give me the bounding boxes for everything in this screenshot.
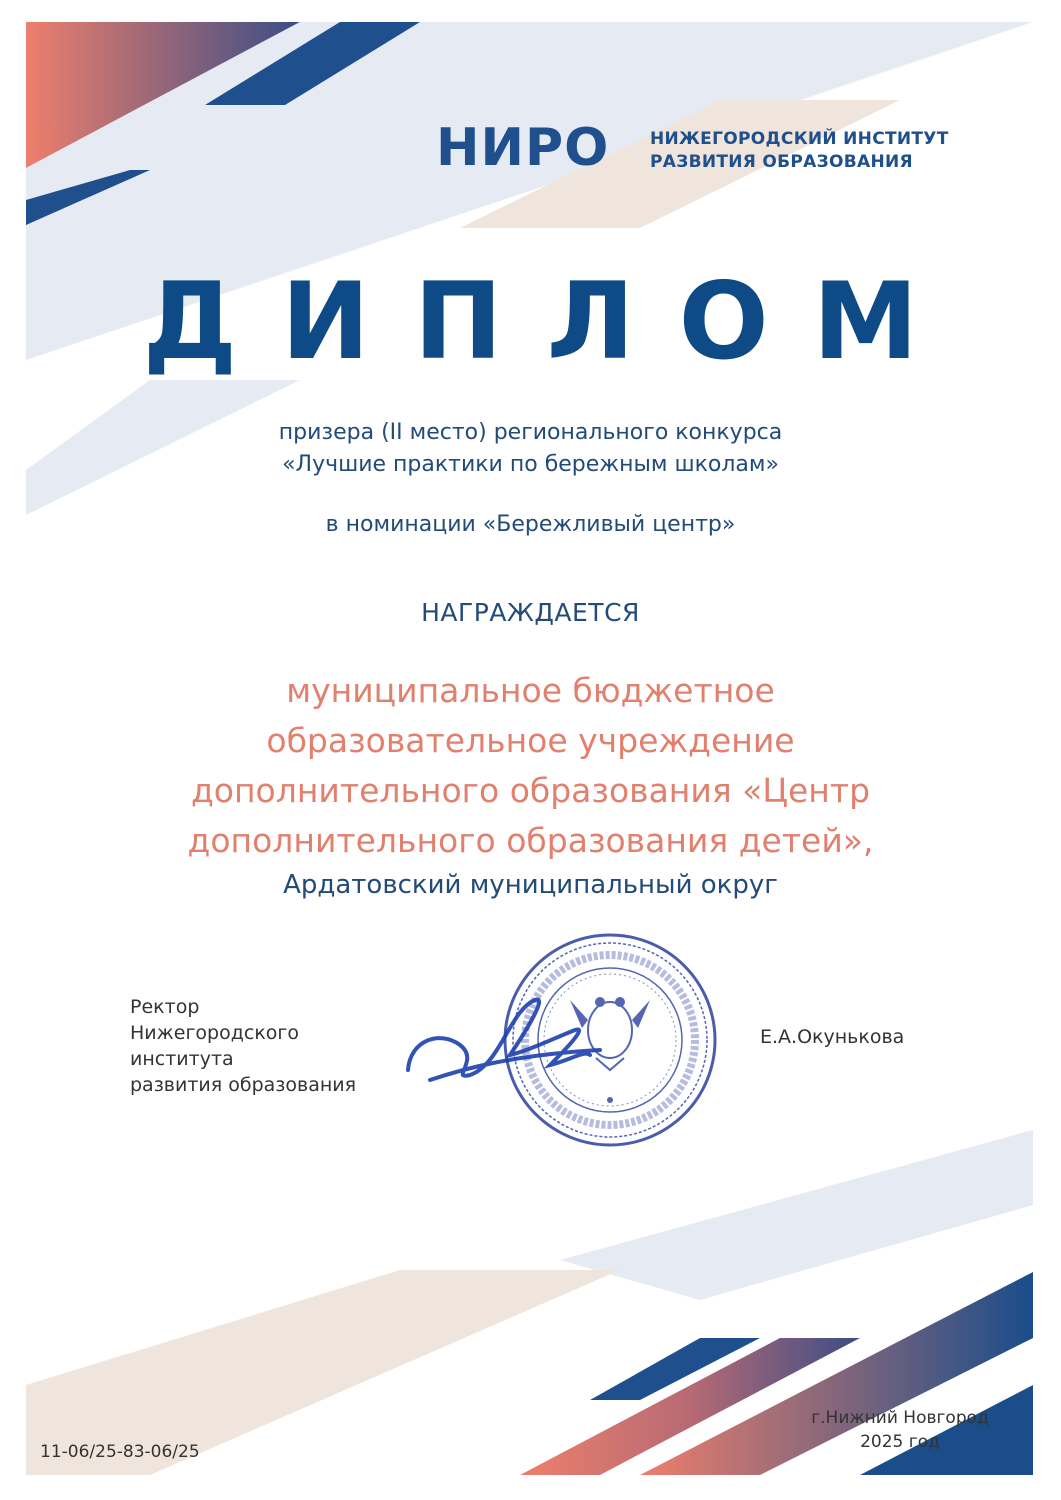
diploma-title: ДИПЛОМ [142, 260, 963, 383]
issue-city: г.Нижний Новгород [811, 1408, 989, 1428]
recipient-line: образовательное учреждение [266, 721, 795, 760]
recipient-name [0, 666, 1061, 866]
signer-position [130, 994, 356, 1098]
award-line-1: призера (II место) регионального конкурса [278, 420, 783, 445]
logo-mark: НИРО [436, 118, 610, 178]
signer-name: Е.А.Окунькова [760, 1026, 905, 1048]
logo-line-1: НИЖЕГОРОДСКИЙ ИНСТИТУТ [650, 129, 949, 149]
document-number: 11-06/25-83-06/25 [40, 1442, 200, 1462]
logo-text [650, 128, 949, 174]
award-line-2: «Лучшие практики по бережным школам» [282, 452, 779, 477]
official-stamp [400, 930, 730, 1170]
logo-line-2: РАЗВИТИЯ ОБРАЗОВАНИЯ [650, 152, 913, 172]
issue-place [760, 1406, 1040, 1454]
issue-year: 2025 год [860, 1432, 940, 1452]
eagle-emblem-icon [570, 997, 650, 1070]
nomination: в номинации «Бережливый центр» [325, 512, 736, 537]
signer-position-line: Нижегородского [130, 1022, 300, 1044]
signer-position-line: развития образования [130, 1074, 357, 1096]
recipient-line: дополнительного образования «Центр [190, 771, 871, 810]
recipient-district: Ардатовский муниципальный округ [283, 870, 778, 900]
signer-position-line: Ректор [130, 996, 200, 1018]
handwritten-signature [408, 999, 600, 1080]
signer-position-line: института [130, 1048, 234, 1070]
awarded-label: НАГРАЖДАЕТСЯ [421, 598, 640, 627]
recipient-line: дополнительного образования детей», [187, 821, 874, 860]
recipient-line: муниципальное бюджетное [286, 671, 775, 710]
